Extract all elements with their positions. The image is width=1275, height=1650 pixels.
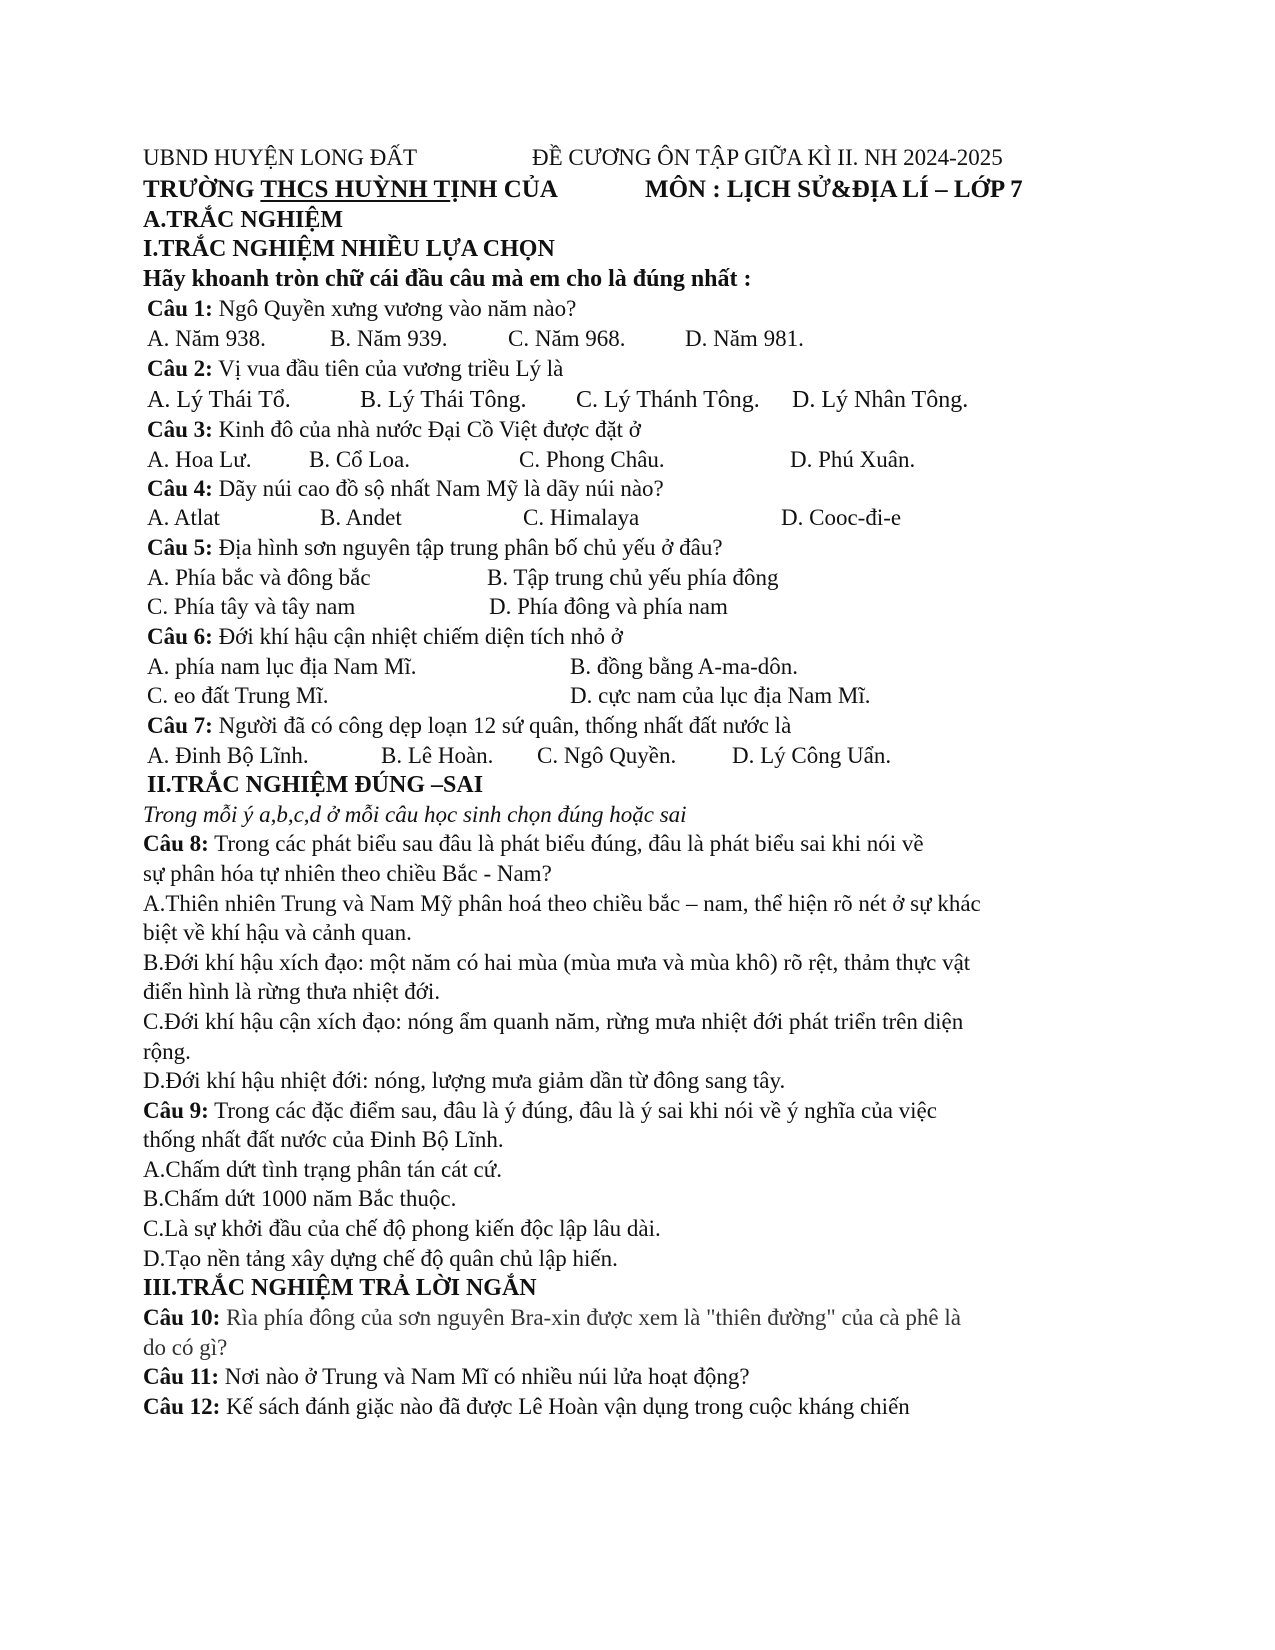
section-1-heading: I.TRẮC NGHIỆM NHIỀU LỰA CHỌN [143,236,555,262]
q10-line: do có gì? [143,1335,228,1360]
q8-statement-a-cont: biệt về khí hậu và cảnh quan. [143,920,412,945]
q8-statement-c-cont: rộng. [143,1039,191,1064]
q8-statement-c: C.Đới khí hậu cận xích đạo: nóng ẩm quanh năm, rừng mưa nhiệt đới phát triển trên diện [143,1009,964,1034]
q7-option-c: C. Ngô Quyền. [537,743,677,768]
q1-option-c: C. Năm 968. [508,326,626,351]
q4-option-d: D. Cooc-đi-e [781,505,902,530]
q9-statement-d: D.Tạo nền tảng xây dựng chế độ quân chủ lập hiến. [143,1246,618,1271]
q8-statement-d: D.Đới khí hậu nhiệt đới: nóng, lượng mưa giảm dần từ đông sang tây. [143,1068,786,1093]
q6-option-a: A. phía nam lục địa Nam Mĩ. [147,654,417,679]
section-2-instruction: Trong mỗi ý a,b,c,d ở mỗi câu học sinh chọn đúng hoặc sai [143,802,687,827]
header-school: TRƯỜNG THCS HUỲNH TỊNH CỦA [143,176,558,203]
q3-option-c: C. Phong Châu. [519,447,665,472]
section-1-instruction: Hãy khoanh tròn chữ cái đầu câu mà em cho là đúng nhất : [143,266,752,292]
question-11: Câu 11: Nơi nào ở Trung và Nam Mĩ có nhiều núi lửa hoạt động? [143,1364,750,1389]
q3-option-d: D. Phú Xuân. [790,447,916,472]
q7-option-a: A. Đinh Bộ Lĩnh. [147,743,309,768]
q8-statement-b-cont: điển hình là rừng thưa nhiệt đới. [143,979,441,1004]
q2-option-b: B. Lý Thái Tông. [360,387,527,413]
q9-statement-a: A.Chấm dứt tình trạng phân tán cát cứ. [143,1157,502,1182]
q5-option-a: A. Phía bắc và đông bắc [147,565,371,590]
q7-option-b: B. Lê Hoàn. [381,743,494,768]
q3-option-b: B. Cổ Loa. [309,447,410,472]
q4-option-c: C. Himalaya [523,505,640,530]
question-8: Câu 8: Trong các phát biểu sau đâu là phát biểu đúng, đâu là phát biểu sai khi nói về [143,831,924,856]
header-subject: MÔN : LỊCH SỬ&ĐỊA LÍ – LỚP 7 [645,176,1023,203]
q2-option-c: C. Lý Thánh Tông. [576,387,760,413]
q6-option-d: D. cực nam của lục địa Nam Mĩ. [570,683,871,708]
section-3-heading: III.TRẮC NGHIỆM TRẢ LỜI NGẮN [143,1275,537,1301]
q8-line: sự phân hóa tự nhiên theo chiều Bắc - Nam? [143,861,552,886]
question-4: Câu 4: Dãy núi cao đồ sộ nhất Nam Mỹ là dãy núi nào? [147,476,664,501]
q7-option-d: D. Lý Công Uẩn. [732,743,892,768]
q1-option-b: B. Năm 939. [330,326,448,351]
q6-option-c: C. eo đất Trung Mĩ. [147,683,329,708]
q8-statement-b: B.Đới khí hậu xích đạo: một năm có hai mùa (mùa mưa và mùa khô) rõ rệt, thảm thực vật [143,950,971,975]
q1-option-d: D. Năm 981. [685,326,804,351]
q5-option-d: D. Phía đông và phía nam [489,594,728,619]
q2-option-a: A. Lý Thái Tổ. [147,387,291,413]
question-7: Câu 7: Người đã có công dẹp loạn 12 sứ quân, thống nhất đất nước là [147,713,792,738]
section-a-heading: A.TRẮC NGHIỆM [143,207,344,233]
question-6: Câu 6: Đới khí hậu cận nhiệt chiếm diện tích nhỏ ở [147,624,623,649]
section-2-heading: II.TRẮC NGHIỆM ĐÚNG –SAI [147,772,484,798]
question-12: Câu 12: Kế sách đánh giặc nào đã được Lê Hoàn vận dụng trong cuộc kháng chiến [143,1394,910,1419]
q2-option-d: D. Lý Nhân Tông. [792,387,969,413]
q8-statement-a: A.Thiên nhiên Trung và Nam Mỹ phân hoá theo chiều bắc – nam, thể hiện rõ nét ở sự khác [143,891,981,916]
header-title: ĐỀ CƯƠNG ÔN TẬP GIỮA KÌ II. NH 2024-2025 [532,145,1003,170]
q4-option-b: B. Andet [320,505,402,530]
header-district: UBND HUYỆN LONG ĐẤT [143,145,418,170]
q5-option-c: C. Phía tây và tây nam [147,594,356,619]
question-3: Câu 3: Kinh đô của nhà nước Đại Cồ Việt được đặt ở [147,417,641,442]
q9-statement-c: C.Là sự khởi đầu của chế độ phong kiến độc lập lâu dài. [143,1216,661,1241]
q5-option-b: B. Tập trung chủ yếu phía đông [487,565,779,590]
q1-option-a: A. Năm 938. [147,326,266,351]
question-2: Câu 2: Vị vua đầu tiên của vương triều Lý là [147,356,564,381]
q9-line: thống nhất đất nước của Đinh Bộ Lĩnh. [143,1127,504,1152]
q9-statement-b: B.Chấm dứt 1000 năm Bắc thuộc. [143,1186,457,1211]
question-5: Câu 5: Địa hình sơn nguyên tập trung phân bố chủ yếu ở đâu? [147,535,723,560]
q3-option-a: A. Hoa Lư. [147,447,252,472]
question-1: Câu 1: Ngô Quyền xưng vương vào năm nào? [147,296,577,321]
question-10: Câu 10: Rìa phía đông của sơn nguyên Bra-xin được xem là "thiên đường" của cà phê là [143,1305,961,1330]
question-9: Câu 9: Trong các đặc điểm sau, đâu là ý đúng, đâu là ý sai khi nói về ý nghĩa của việc [143,1098,937,1123]
q4-option-a: A. Atlat [147,505,220,530]
q6-option-b: B. đồng bằng A-ma-dôn. [570,654,799,679]
